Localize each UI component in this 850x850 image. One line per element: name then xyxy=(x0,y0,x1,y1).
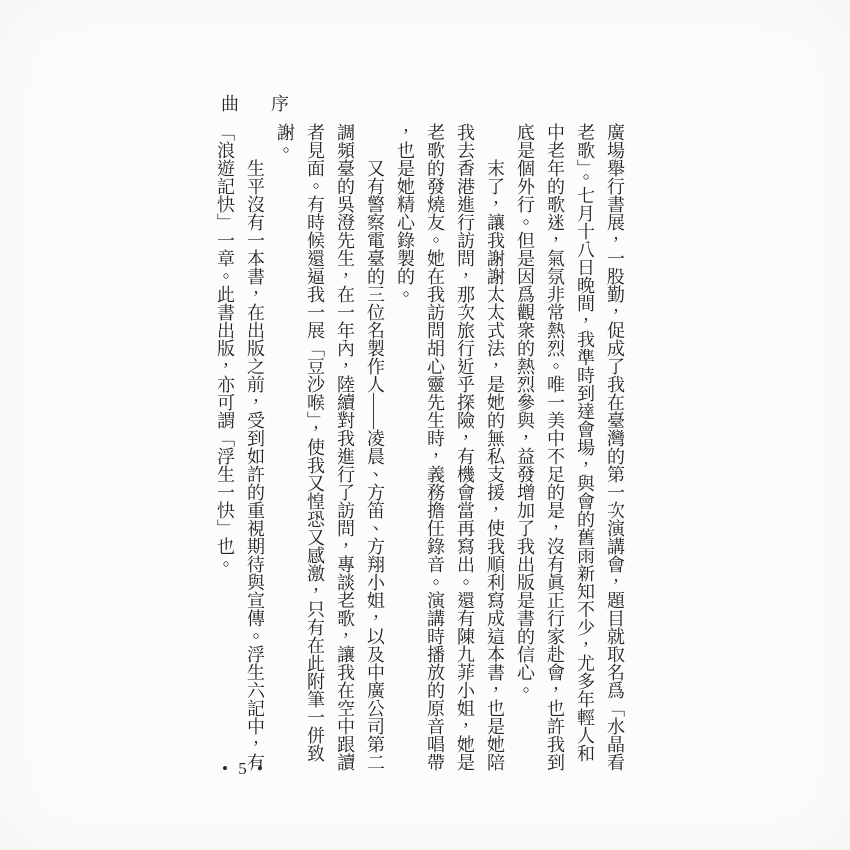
paragraph-2: 末了，讓我謝謝太太式法，是她的無私支援，使我順利寫成這本書，也是她陪我去香港進行訪問，那次旅行近乎探險，有機會當再寫出。還有陳九菲小姐，她是老歌的發燒友。她在我訪問胡心靈先生時，義務擔任錄音。演講時播放的原音唱帶，也是她精心錄製的。 xyxy=(395,123,505,771)
body-text xyxy=(210,123,630,771)
paragraph-1: 廣場舉行書展，一股勤，促成了我在臺灣的第一次演講會，題目就取名爲「水晶看老歌」。七月十八日晚間，我準時到達會場，與會的舊雨新知不少，尤多年輕人和中老年的歌迷，氣氛非常熱烈。唯一美中不足的是，沒有眞正行家赴會，也許我到底是個外行。但是因爲觀衆的熱烈參與，益發增加了我出版是書的信心。 xyxy=(515,123,625,771)
paragraph-4: 生平沒有一本書，在出版之前，受到如許的重視期待與宣傳。浮生六記中，有「浪遊記快」一章。此書出版，亦可謂「浮生一快」也。 xyxy=(215,123,265,771)
paragraph-3: 又有警察電臺的三位名製作人——凌晨、方笛、方翔小姐，以及中廣公司第二調頻臺的吳澄先生，在一年內，陸續對我進行了訪問，專談老歌，讓我在空中跟讀者見面。有時候還逼我一展「豆沙喉」，使我又惶恐又感激，只有在此附筆一併致謝。 xyxy=(275,123,385,771)
page-number: • 5 • xyxy=(222,759,266,778)
running-header: 曲 序 xyxy=(221,94,296,114)
